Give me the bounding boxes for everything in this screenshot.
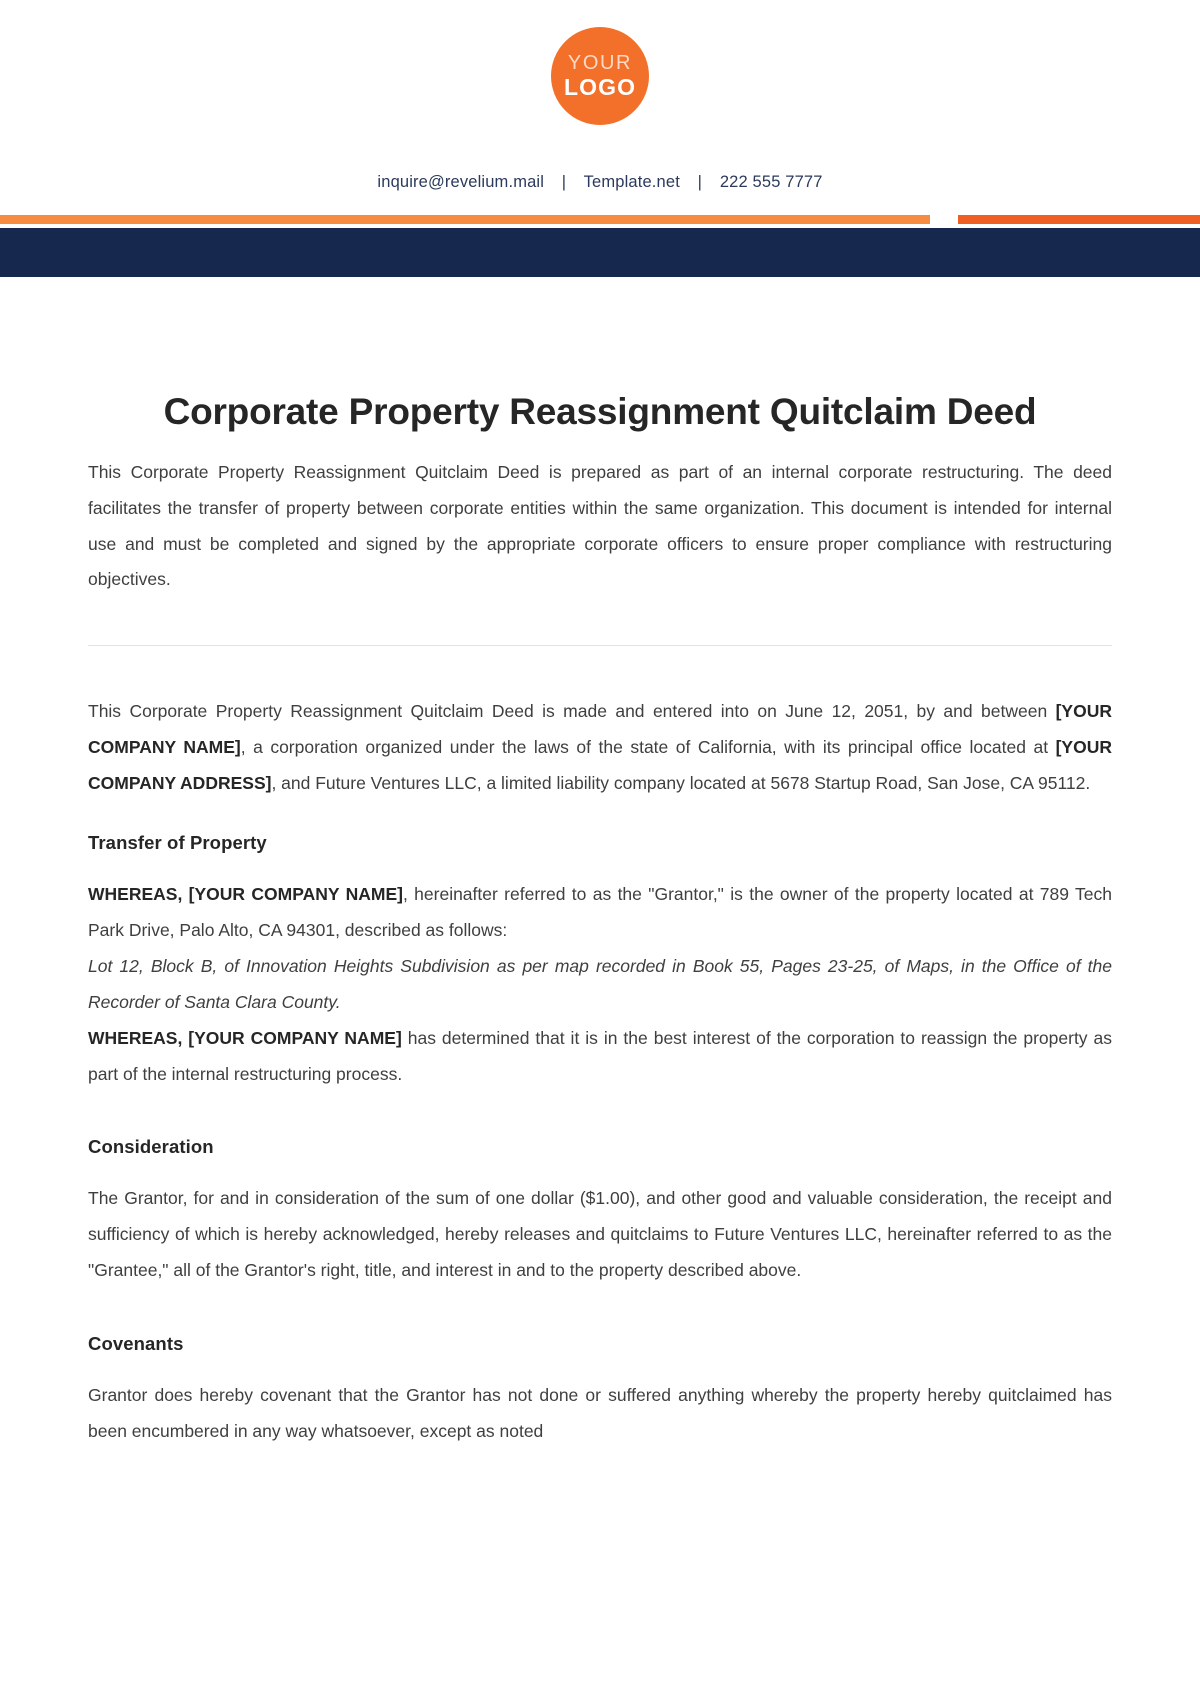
logo-text-secondary: LOGO (563, 74, 637, 100)
contact-separator-2: | (697, 173, 703, 191)
letterhead (0, 0, 1200, 192)
legal-property-description: Lot 12, Block B, of Innovation Heights Subdivision as per map recorded in Book 55, Pages 23-25, of Maps, in the Office of the Recorder of Santa Clara County. (88, 956, 1112, 1013)
orange-stripe-row (0, 215, 1200, 224)
orange-stripe-left (0, 215, 930, 224)
whereas-comma-2: , (177, 1028, 189, 1049)
navy-band (0, 228, 1200, 277)
contact-website[interactable]: Template.net (583, 173, 680, 191)
document-body (0, 387, 1200, 1449)
whereas-label-1: WHEREAS (88, 884, 178, 905)
section-heading-consideration: Consideration (88, 1136, 214, 1158)
contact-phone[interactable]: 222 555 7777 (719, 173, 823, 191)
orange-stripe-right (958, 215, 1200, 224)
company-name-placeholder-3: [YOUR COMPANY NAME] (188, 1028, 402, 1049)
logo-text-primary: YOUR (567, 52, 633, 74)
intro-paragraph: This Corporate Property Reassignment Quitclaim Deed is prepared as part of an internal corporate restructuring. The deed facilitates the transfer of property between corporate entities within the same organization. This document is intended for internal use and must be completed and signed by the appropriate corporate officers to ensure proper compliance with restructuring objectives. (88, 462, 1112, 590)
stripe-gap (930, 215, 958, 224)
page-title: Corporate Property Reassignment Quitclaim Deed (163, 391, 1037, 432)
contact-bar (0, 173, 1200, 192)
whereas-text-1: , hereinafter referred to as the "Grantor," is the owner of the property located at 789 Tech Park Drive, Palo Alto, CA 94301, described as follows: (88, 884, 1112, 941)
contact-separator-1: | (561, 173, 567, 191)
company-logo (551, 27, 649, 125)
company-name-placeholder-2: [YOUR COMPANY NAME] (188, 884, 403, 905)
contact-email[interactable]: inquire@revelium.mail (377, 173, 545, 191)
section-heading-covenants: Covenants (88, 1332, 184, 1354)
section-divider (88, 645, 1112, 646)
recital-text-3: , and Future Ventures LLC, a limited liability company located at 5678 Startup Road, San Jose, CA 95112. (271, 773, 1091, 794)
whereas-clause-1 (88, 876, 1112, 948)
whereas-text-2: has determined that it is in the best interest of the corporation to reassign the property as part of the internal restructuring process. (88, 1028, 1112, 1085)
whereas-label-2: WHEREAS (88, 1028, 178, 1049)
company-address-placeholder: [YOUR COMPANY ADDRESS] (88, 737, 1112, 794)
recital-text-2: , a corporation organized under the laws of the state of California, with its principal office located at (240, 737, 1056, 757)
recital-text-1: This Corporate Property Reassignment Quitclaim Deed is made and entered into on June 12, 2051, by and between (88, 700, 1056, 721)
whereas-comma-1: , (177, 884, 189, 905)
header-decorative-band (0, 215, 1200, 277)
recital-paragraph (88, 693, 1112, 801)
whereas-clause-2 (88, 1020, 1112, 1092)
company-name-placeholder-1: [YOUR COMPANY NAME] (88, 700, 1112, 757)
covenants-paragraph: Grantor does hereby covenant that the Grantor has not done or suffered anything whereby the property hereby quitclaimed has been encumbered in any way whatsoever, except as noted (88, 1384, 1112, 1441)
consideration-paragraph: The Grantor, for and in consideration of the sum of one dollar ($1.00), and other good and valuable consideration, the receipt and sufficiency of which is hereby acknowledged, hereby releases and quitclaims to Future Ventures LLC, hereinafter referred to as the "Grantee," all of the Grantor's right, title, and interest in and to the property described above. (88, 1188, 1112, 1281)
section-heading-transfer-of-property: Transfer of Property (88, 832, 267, 854)
